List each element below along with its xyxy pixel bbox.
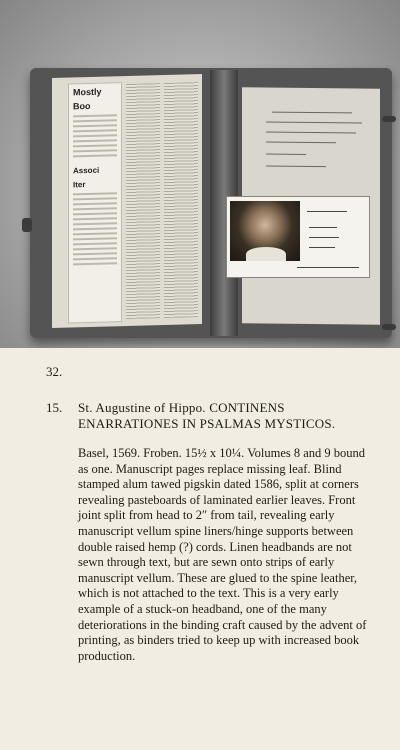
- figure-label: 32.: [46, 364, 63, 379]
- clipping-title-1: Mostly: [73, 86, 102, 98]
- entry-number: 15.: [46, 400, 63, 415]
- entry-description: Basel, 1569. Froben. 15½ x 10¼. Volumes 8 and 9 bound as one. Manuscript pages replace missing leaf. Blind stamped alum tawed pigskin dated 1586, split at corners revealing pasteboards of laminated earlier leaves. Front joint split from head to 2″ from tail, revealing early manuscript vellum spine liners/hinge supports between double raised hemp (?) cords. Linen headbands are not sewn through text, but are sewn onto strips of early manuscript vellum. These are glued to the spine leather, which is not attached to the text. This is a very early example of a stuck-on headband, one of the many deteriorations in the binding craft caused by the advent of printing, as binders tried to keep up with increased book production.: [78, 446, 367, 663]
- entry-title: [78, 400, 378, 432]
- clipping-title-2: Boo: [73, 100, 91, 112]
- clipping-column: [164, 82, 198, 318]
- portrait-engraving: [230, 201, 300, 261]
- entry-title-line1: St. Augustine of Hippo. CONTINENS: [78, 400, 285, 415]
- clipping-heading-3: Iter: [73, 180, 86, 190]
- clipping-heading-2: Associ: [73, 165, 100, 176]
- engraved-portrait-card: [226, 196, 370, 278]
- clipping-column: [126, 83, 160, 319]
- left-page: [52, 74, 202, 328]
- book-photograph: [0, 0, 400, 348]
- entry-title-line2: ENARRATIONES IN PSALMAS MYSTICOS.: [78, 416, 336, 431]
- newspaper-clipping: [68, 82, 122, 323]
